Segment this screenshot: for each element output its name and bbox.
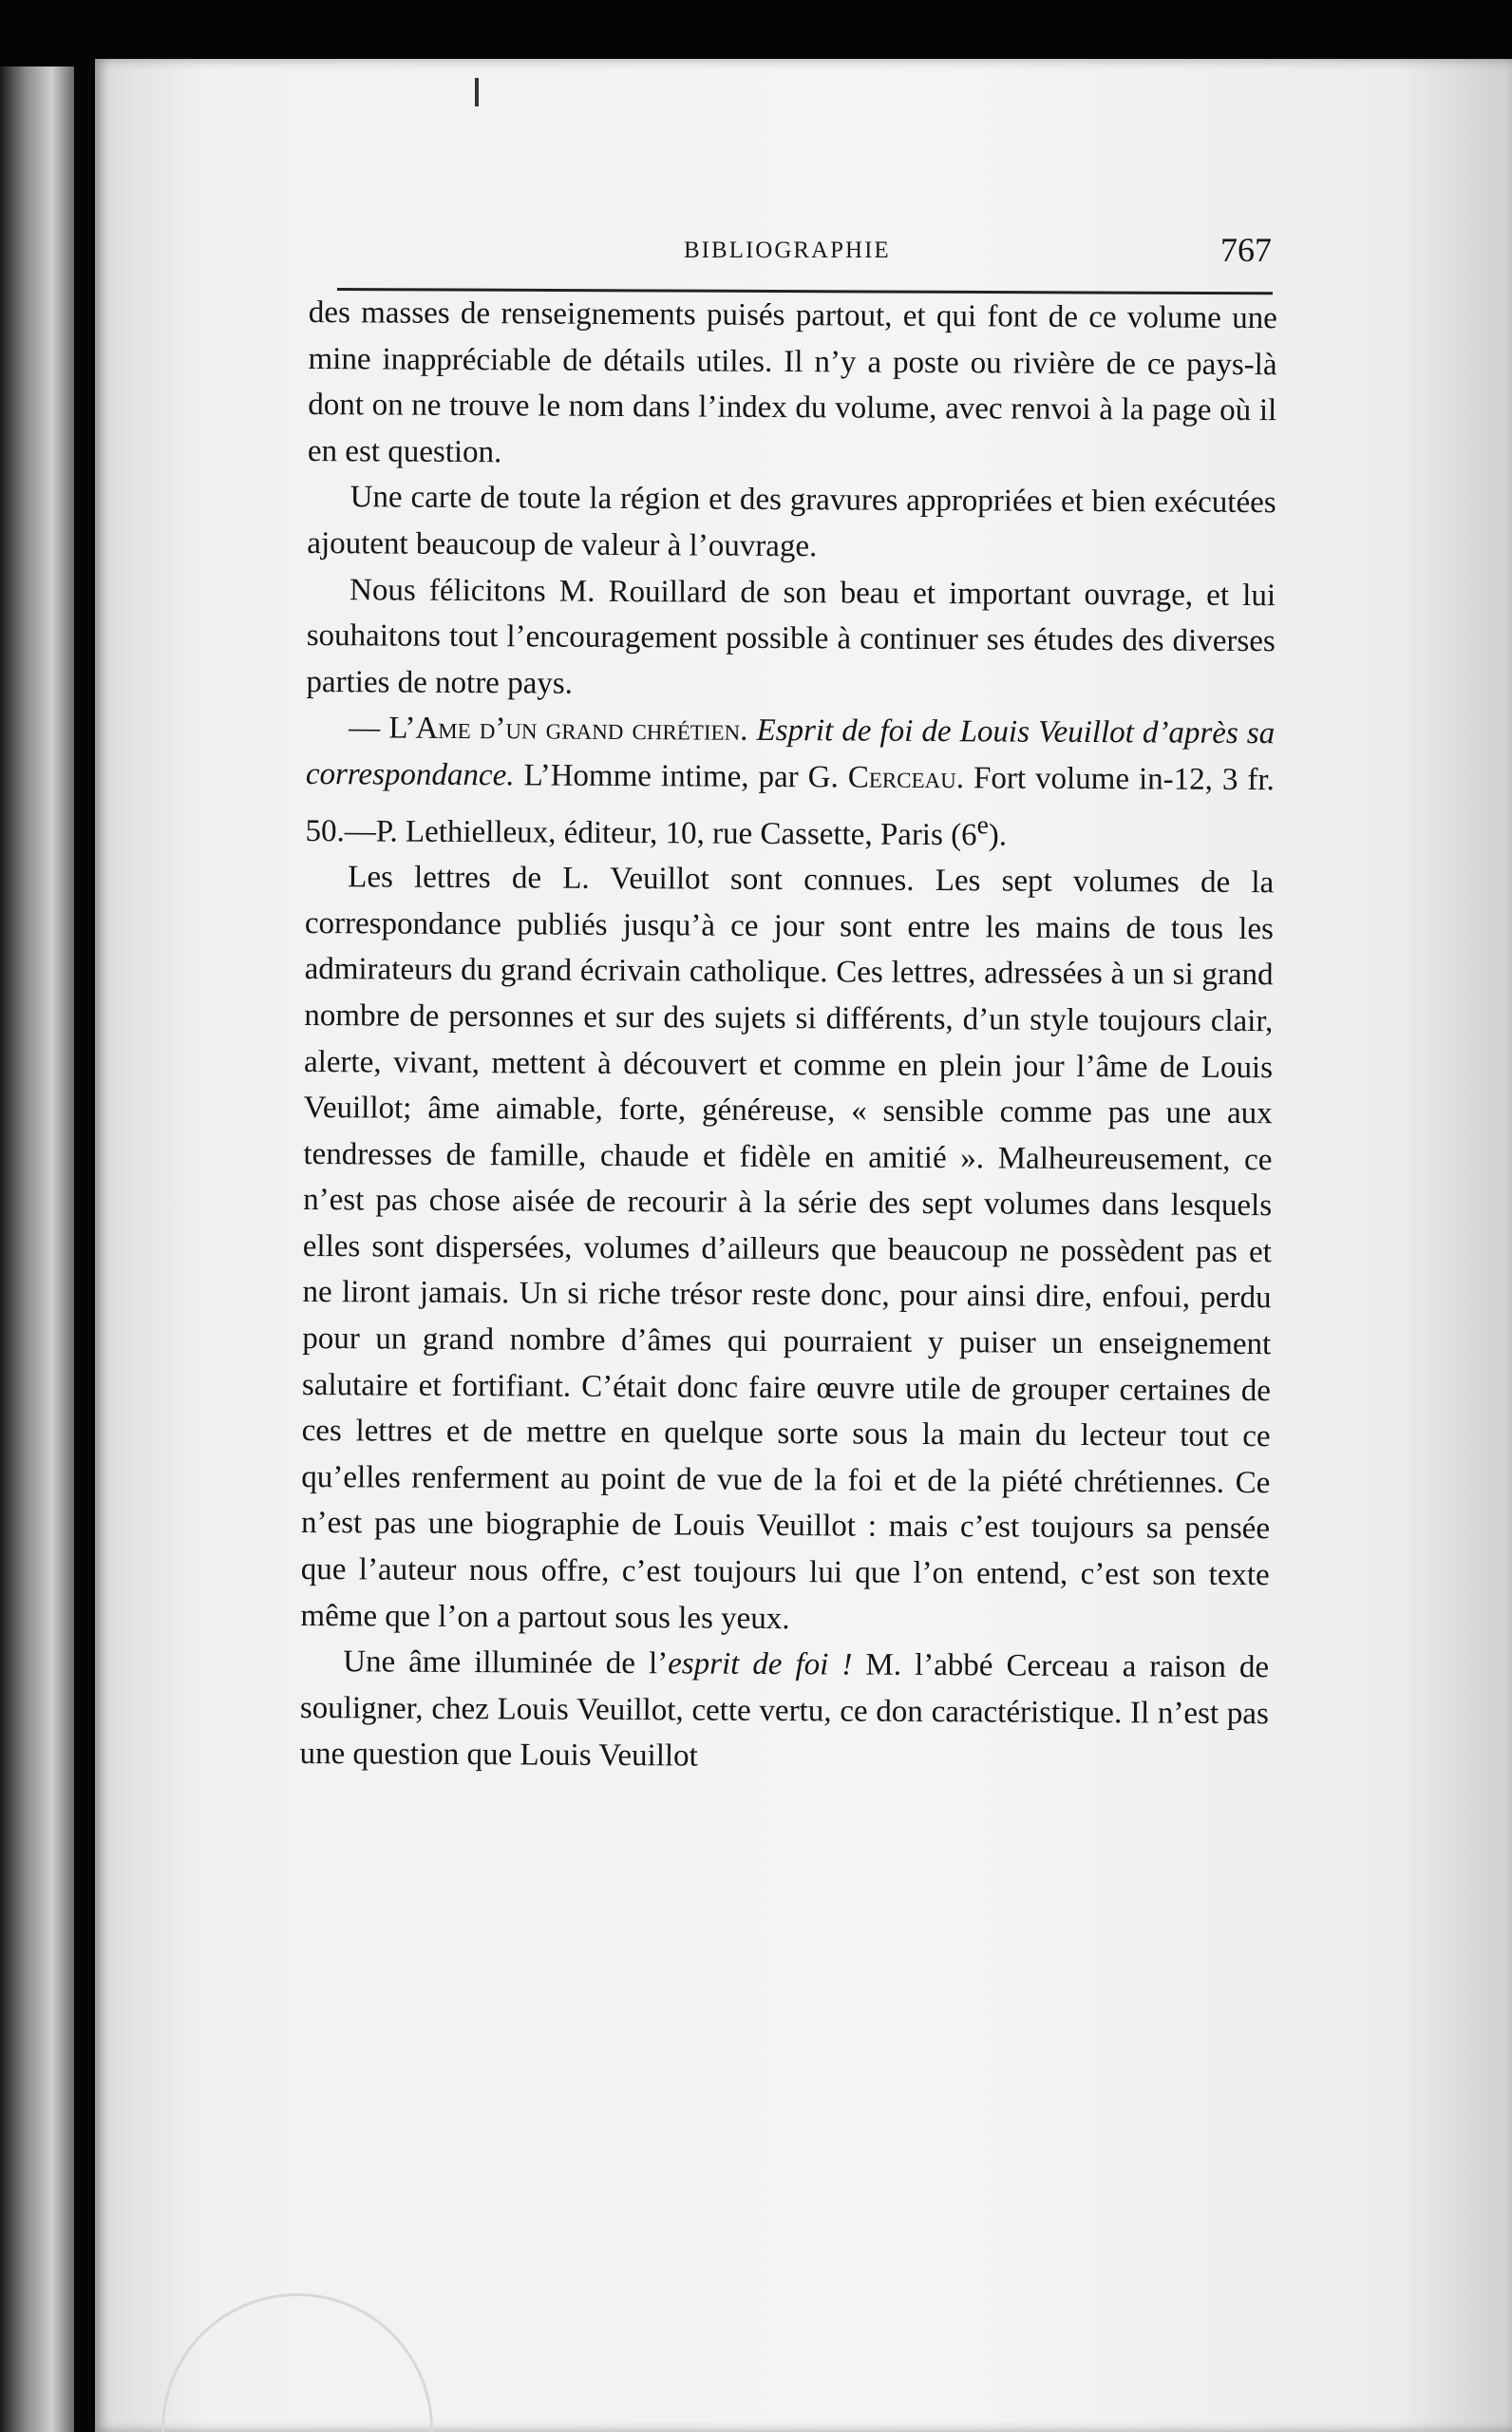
page-number: 767	[1220, 231, 1272, 269]
entry-dash: —	[349, 711, 389, 746]
paragraph-congratulations: Nous félicitons M. Rouillard de son beau et important ouvrage, et lui souhaitons tout l’encouragement possible à continuer ses études des diverses parties de notre pays.	[306, 572, 1276, 701]
p6-before: Une âme illuminée de l’	[343, 1644, 669, 1682]
previous-page-edge	[0, 66, 74, 2432]
running-title: BIBLIOGRAPHIE	[684, 238, 891, 263]
scan-mark	[475, 78, 479, 106]
paragraph-continuation: des masses de renseignements puisés partout, et qui font de ce volume une mine inappréciable de détails utiles. Il n’y a poste ou rivière de ce pays-là dont on ne trouve le nom dans l’index du volume, avec renvoi à la page où il en est question.	[307, 294, 1277, 470]
book-subtitle: Esprit de foi de Louis Veuillot d’après sa correspondance.	[305, 713, 1276, 793]
paragraph-map-note: Une carte de toute la région et des gravures appropriées et bien exécutées ajoutent beaucoup de valeur à l’ouvrage.	[307, 480, 1276, 564]
arrondissement-superscript: e	[976, 808, 990, 839]
running-header	[337, 231, 1287, 285]
p6-after: M. l’abbé Cerceau a raison de souligner, chez Louis Veuillot, cette vertu, ce don caractéristique. Il n’est pas une question que Louis Veuillot	[299, 1647, 1270, 1774]
paragraph-esprit-de-foi	[299, 1639, 1269, 1783]
paragraph-review: Les lettres de L. Veuillot sont connues. Les sept volumes de la correspondance publiés jusqu’à ce jour sont entre les mains de tous les admirateurs du grand écrivain catholique. Ces lettres, adressées à un si grand nombre de personnes et sur des sujets si différents, d’un style toujours clair, alerte, vivant, mettent à découvert et comme en plein jour l’âme de Louis Veuillot; âme aimable, forte, généreuse, « sensible comme pas une aux tendresses de famille, chaude et fidèle en amitié ». Malheureusement, ce n’est pas chose aisée de recourir à la série des sept volumes dans lesquels elles sont dispersées, volumes d’ailleurs que beaucoup ne possèdent pas et ne liront jamais. Un si riche trésor reste donc, pour ainsi dire, enfoui, perdu pour un grand nombre d’âmes qui pourraient y puiser un enseignement salutaire et fortifiant. C’était donc faire œuvre utile de grouper certaines de ces lettres et de mettre en quelque sorte sous la main du lecteur tout ce qu’elles renferment au point de vue de la foi et de la piété chrétiennes. Ce n’est pas une biographie de Louis Veuillot : mais c’est toujours sa pensée que l’auteur nous offre, c’est toujours lui que l’on entend, c’est son texte même que l’on a partout sous les yeux.	[300, 860, 1275, 1636]
entry-close: ).	[988, 817, 1008, 853]
body-text	[299, 290, 1277, 1783]
author-name: Cerceau.	[847, 760, 965, 796]
entry-publication: Fort volume in-12, 3 fr. 50.—P. Lethielleux, éditeur, 10, rue Cassette, Paris (6	[305, 761, 1275, 852]
entry-text: L’Homme intime, par G.	[514, 758, 848, 795]
bibliographic-entry	[305, 705, 1275, 860]
book-title: L’Ame d’un grand chrétien.	[388, 711, 748, 749]
scan-artifact-arc	[161, 2293, 433, 2432]
p6-italic: esprit de foi !	[668, 1646, 853, 1682]
